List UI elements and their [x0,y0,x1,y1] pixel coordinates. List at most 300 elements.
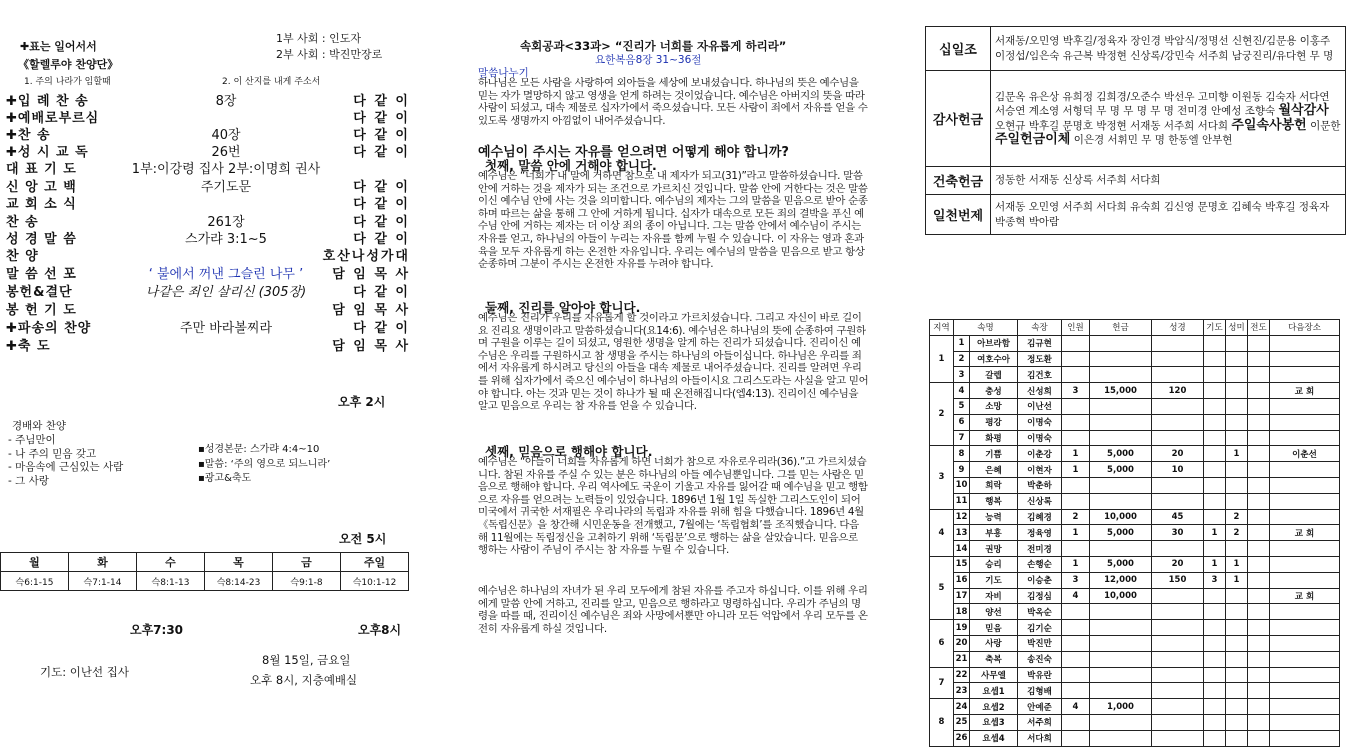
attendance-cell: 20 [954,635,970,651]
attendance-cell: 교 회 [1270,383,1340,399]
attendance-cell: 김기순 [1018,620,1062,636]
attendance-cell [1270,541,1340,557]
attendance-cell [1062,477,1090,493]
attendance-row [930,398,1340,414]
order-item-name: 찬 송 [6,215,39,230]
order-item-leader: 다 같 이 [353,145,410,160]
attendance-cell [1152,351,1204,367]
attendance-header-cell: 전도 [1248,320,1270,336]
attendance-cell [1248,509,1270,525]
attendance-cell: 150 [1152,572,1204,588]
attendance-cell: 15 [954,556,970,572]
sunday-transfer-names: 이은경 서휘민 무 명 한동엘 안부현 [1073,134,1233,146]
offering-row [926,71,1346,167]
order-item-name: 대 표 기 도 [6,162,77,177]
order-item-name: ✚축 도 [6,339,51,354]
attendance-cell [1226,383,1248,399]
attendance-cell [1248,667,1270,683]
order-item [6,141,410,158]
attendance-cell [1062,398,1090,414]
order-item-name: 봉 헌 기 도 [6,303,77,318]
attendance-cell [1226,367,1248,383]
attendance-cell [1226,667,1248,683]
attendance-cell [1204,588,1226,604]
attendance-cell: 김규현 [1018,335,1062,351]
attendance-row [930,541,1340,557]
order-item [6,263,410,280]
order-item-leader: 호산나성가대 [322,249,410,264]
monthly-thanks-names: 오현규 박후길 문명호 박정현 서재동 서주희 서다희 [995,119,1229,132]
attendance-cell [1270,667,1340,683]
point-2-heading: 둘째, 진리를 알아야 합니다. [485,300,641,315]
attendance-cell [1248,620,1270,636]
attendance-cell: 소망 [970,398,1018,414]
attendance-cell: 30 [1152,525,1204,541]
order-item-name: ✚찬 송 [6,128,51,143]
order-item-name: ✚파송의 찬양 [6,321,92,336]
friday-place: 오후 8시, 지층예배실 [250,673,358,687]
attendance-cell: 부흥 [970,525,1018,541]
attendance-cell [1226,588,1248,604]
song-item: - 나 주의 믿음 갖고 [8,447,97,460]
attendance-cell: 5,000 [1090,525,1152,541]
attendance-cell [1062,730,1090,746]
order-item-leader: 다 같 이 [353,197,410,212]
attendance-cell [1270,604,1340,620]
attendance-row [930,620,1340,636]
attendance-row [930,446,1340,462]
attendance-cell: 사무엘 [970,667,1018,683]
attendance-cell: 김혜경 [1018,509,1062,525]
praise-song-1: 1. 주의 나라가 임할때 [24,77,111,87]
region-cell: 8 [930,699,954,746]
attendance-cell [1270,699,1340,715]
attendance-cell [1152,477,1204,493]
order-item-leader: 담 임 목 사 [332,303,410,318]
attendance-cell [1204,541,1226,557]
attendance-cell: 아브라함 [970,335,1018,351]
attendance-cell: 김형배 [1018,683,1062,699]
attendance-cell: 행복 [970,493,1018,509]
am5-time: 오전 5시 [339,532,387,546]
attendance-cell: 18 [954,604,970,620]
attendance-cell [1270,477,1340,493]
attendance-cell [1248,683,1270,699]
attendance-cell [1152,493,1204,509]
attendance-cell: 이춘선 [1270,446,1340,462]
attendance-row [930,351,1340,367]
attendance-cell [1226,651,1248,667]
attendance-cell [1248,572,1270,588]
order-item [6,124,410,141]
attendance-cell [1152,714,1204,730]
attendance-cell: 22 [954,667,970,683]
lesson-reference: 요한복음8장 31~36절 [595,54,702,66]
offering-table [925,26,1346,235]
attendance-row [930,572,1340,588]
order-item-detail: 주만 바라볼찌라 [179,321,273,336]
reading-cell: 슥8:14-23 [205,572,273,591]
attendance-cell: 16 [954,572,970,588]
attendance-cell [1248,699,1270,715]
attendance-cell [1090,541,1152,557]
attendance-cell [1248,367,1270,383]
order-item-name: 봉헌&결단 [6,285,73,300]
attendance-cell [1204,493,1226,509]
attendance-cell: 1 [1226,556,1248,572]
attendance-row [930,509,1340,525]
day-cell: 목 [205,553,273,572]
attendance-cell: 3 [1204,572,1226,588]
attendance-cell [1270,493,1340,509]
order-item-detail: ‘ 불에서 꺼낸 그슬린 나무 ’ [148,267,304,282]
sunday-dedication-label: 주일속사봉헌 [1231,117,1307,133]
praise-song-2: 2. 이 산지를 내게 주소서 [222,77,321,87]
attendance-cell [1248,714,1270,730]
attendance-cell [1270,635,1340,651]
order-item-leader: 다 같 이 [353,215,410,230]
pm2-title: 경배와 찬양 [12,420,67,432]
thanks-names: 김문옥 유은상 유희정 김희경/오준수 박선우 고미향 이원동 김숙자 서다연 서승연 계소영 서형덕 무 명 무 명 무 명 전미경 안예성 조향숙 [995,90,1330,117]
attendance-cell [1090,683,1152,699]
order-item-detail: 8장 [215,94,237,109]
order-item [6,228,410,245]
attendance-cell: 서다희 [1018,730,1062,746]
attendance-cell [1152,588,1204,604]
attendance-cell: 13 [954,525,970,541]
attendance-cell: 양선 [970,604,1018,620]
pm2-songs [8,434,123,488]
attendance-cell [1204,383,1226,399]
order-item-name: ✚입 례 찬 송 [6,94,89,109]
attendance-cell: 자비 [970,588,1018,604]
attendance-cell [1204,477,1226,493]
song-item: - 마음속에 근심있는 사람 [8,461,124,473]
attendance-cell: 손행순 [1018,556,1062,572]
attendance-cell [1270,430,1340,446]
attendance-cell: 이명숙 [1018,430,1062,446]
attendance-header-cell: 성미 [1226,320,1248,336]
attendance-cell [1152,667,1204,683]
attendance-header-cell: 성경 [1152,320,1204,336]
attendance-cell [1226,635,1248,651]
attendance-cell: 요셉4 [970,730,1018,746]
attendance-cell [1226,541,1248,557]
reading-cell: 슥9:1-8 [273,572,341,591]
attendance-cell: 1 [1226,446,1248,462]
attendance-cell: 4 [1062,699,1090,715]
attendance-cell: 1 [1226,572,1248,588]
attendance-cell: 6 [954,414,970,430]
offering-type: 건축헌금 [926,167,991,195]
attendance-cell [1248,556,1270,572]
attendance-cell: 1 [1204,556,1226,572]
attendance-cell [1152,335,1204,351]
attendance-cell [1204,430,1226,446]
order-item-leader: 다 같 이 [353,285,410,300]
attendance-row [930,493,1340,509]
attendance-cell [1270,651,1340,667]
attendance-cell [1152,430,1204,446]
attendance-cell [1062,620,1090,636]
attendance-cell: 능력 [970,509,1018,525]
attendance-row [930,667,1340,683]
attendance-cell [1248,541,1270,557]
attendance-cell [1226,335,1248,351]
attendance-cell [1090,667,1152,683]
attendance-header-cell: 속명 [954,320,1018,336]
attendance-cell [1248,588,1270,604]
reading-cell: 슥8:1-13 [137,572,205,591]
order-item-leader: 다 같 이 [353,94,410,109]
attendance-cell [1204,414,1226,430]
attendance-header-cell: 헌금 [1090,320,1152,336]
attendance-cell: 신성희 [1018,383,1062,399]
attendance-cell: 이명숙 [1018,414,1062,430]
attendance-cell: 요셉3 [970,714,1018,730]
offering-row [926,27,1346,71]
reading-cell: 슥6:1-15 [1,572,69,591]
order-item-detail: 261장 [207,215,245,230]
attendance-cell: 9 [954,462,970,478]
attendance-cell: 4 [1062,588,1090,604]
attendance-row [930,683,1340,699]
attendance-cell: 12,000 [1090,572,1152,588]
day-cell: 월 [1,553,69,572]
attendance-cell [1270,351,1340,367]
attendance-cell: 평강 [970,414,1018,430]
attendance-cell [1248,430,1270,446]
attendance-cell: 10 [1152,462,1204,478]
order-item-detail: 나같은 죄인 살리신 (305장) [145,285,307,300]
attendance-cell [1090,651,1152,667]
attendance-row [930,477,1340,493]
attendance-cell [1090,730,1152,746]
attendance-cell [1090,493,1152,509]
attendance-cell [1248,651,1270,667]
order-item [6,176,410,193]
pm730-time: 오후7:30 [130,623,184,637]
attendance-cell [1226,683,1248,699]
order-item-detail: 40장 [211,128,241,143]
attendance-cell [1062,541,1090,557]
order-item-name: 찬 양 [6,249,39,264]
attendance-cell [1248,446,1270,462]
attendance-cell: 5 [954,398,970,414]
attendance-row [930,462,1340,478]
attendance-cell: 20 [1152,446,1204,462]
attendance-cell [1270,556,1340,572]
attendance-cell [1248,604,1270,620]
attendance-cell [1226,351,1248,367]
attendance-cell [1090,335,1152,351]
attendance-cell [1090,620,1152,636]
attendance-cell: 12 [954,509,970,525]
pm2-item: ▪광고&축도 [198,473,252,484]
pm2-items [198,443,330,487]
attendance-cell: 사랑 [970,635,1018,651]
attendance-cell: 25 [954,714,970,730]
attendance-header-row [930,320,1340,336]
day-cell: 주일 [341,553,409,572]
order-item [6,299,410,316]
attendance-row [930,414,1340,430]
attendance-cell: 이현자 [1018,462,1062,478]
pm8-time: 오후8시 [358,623,402,637]
attendance-cell [1270,462,1340,478]
order-item [6,193,410,210]
attendance-cell [1226,398,1248,414]
order-item-name: 말 씀 선 포 [6,267,77,282]
attendance-cell: 10 [954,477,970,493]
attendance-cell [1090,351,1152,367]
attendance-row [930,383,1340,399]
point-1-paragraph: 예수님은 “너희가 내 말에 거하면 참으로 내 제자가 되고(31)”라고 말씀하셨습니다. 말씀 안에 거하는 것을 제자가 되는 조건으로 가르치신 것입니다. 말씀 안에 거한다는 것은 말씀이신 예수님 안에 사는 것을 의미합니다. 예수님의 제자는 그의 말씀을 믿음으로 받아 순종하며 따르는 삶을 통해 그 안에 거하게 됩니다. 십자가 대속으로 모든 죄의 결박을 푸신 예수님 안에 거하는 제자는 더 이상 죄의 종이 아닙니다. 그는 말씀 안에서 예수님이 주시는 자유를 얻고, 하나님의 아들이 누리는 자유를 함께 누릴 수 있습니다. 이 자유는 영과 혼과 육을 모두 자유롭게 하는 온전한 자유입니다. 우리는 예수님의 말씀을 믿음으로 받고 항상 순종하며 그분이 주시는 온전한 자유를 누려야 합니다. [478,170,868,271]
order-item-name: ✚성 시 교 독 [6,145,89,160]
attendance-cell [1152,699,1204,715]
region-cell: 5 [930,556,954,619]
order-item-detail: 1부:이강령 집사 2부:이명희 권사 [131,162,321,177]
attendance-cell: 11 [954,493,970,509]
attendance-cell [1204,651,1226,667]
attendance-cell [1204,462,1226,478]
attendance-cell: 26 [954,730,970,746]
attendance-cell [1248,414,1270,430]
region-cell: 2 [930,383,954,446]
attendance-cell [1204,635,1226,651]
attendance-row [930,525,1340,541]
attendance-header-cell: 지역 [930,320,954,336]
attendance-cell [1226,493,1248,509]
day-cell: 수 [137,553,205,572]
attendance-cell: 4 [954,383,970,399]
order-item [6,211,410,228]
offering-names [991,71,1346,167]
attendance-cell [1270,367,1340,383]
attendance-cell [1062,430,1090,446]
attendance-cell [1204,683,1226,699]
attendance-cell [1226,414,1248,430]
attendance-cell: 정육영 [1018,525,1062,541]
point-1-heading: 첫째, 말씀 안에 거해야 합니다. [485,158,657,173]
attendance-cell: 15,000 [1090,383,1152,399]
attendance-cell: 7 [954,430,970,446]
attendance-cell [1062,604,1090,620]
attendance-cell: 교 회 [1270,588,1340,604]
attendance-cell [1270,730,1340,746]
pm2-item: ▪말씀: ‘주의 영으로 되느니라’ [198,458,331,470]
attendance-row [930,430,1340,446]
attendance-cell: 박진만 [1018,635,1062,651]
attendance-cell [1270,683,1340,699]
attendance-cell [1248,730,1270,746]
attendance-cell [1152,604,1204,620]
order-item-leader: 다 같 이 [353,180,410,195]
attendance-cell [1270,398,1340,414]
order-item-leader: 다 같 이 [353,321,410,336]
attendance-row [930,556,1340,572]
attendance-cell: 120 [1152,383,1204,399]
offering-names: 정동한 서재동 신상록 서주희 서다희 [991,167,1346,195]
attendance-cell: 1 [1062,556,1090,572]
region-cell: 1 [930,335,954,382]
attendance-cell: 전미경 [1018,541,1062,557]
attendance-cell: 김정심 [1018,588,1062,604]
friday-date: 8월 15일, 금요일 [262,653,351,667]
attendance-cell: 충성 [970,383,1018,399]
attendance-cell [1090,398,1152,414]
order-item-leader: 다 같 이 [353,111,410,126]
day-cell: 화 [69,553,137,572]
attendance-cell [1204,509,1226,525]
attendance-cell: 1 [1062,446,1090,462]
host-2: 2부 사회 : 박진만장로 [276,48,383,61]
attendance-cell: 17 [954,588,970,604]
attendance-cell: 이춘강 [1018,446,1062,462]
attendance-cell: 1 [954,335,970,351]
attendance-cell [1062,414,1090,430]
attendance-header-cell: 인원 [1062,320,1090,336]
main-question: 예수님이 주시는 자유를 얻으려면 어떻게 해야 합니까? [478,145,789,160]
attendance-row [930,335,1340,351]
attendance-cell [1062,714,1090,730]
attendance-cell: 21 [954,651,970,667]
attendance-cell: 서주희 [1018,714,1062,730]
attendance-cell [1270,714,1340,730]
attendance-cell: 교 회 [1270,525,1340,541]
attendance-row [930,651,1340,667]
attendance-cell: 은혜 [970,462,1018,478]
attendance-cell: 1 [1062,462,1090,478]
offering-row [926,195,1346,235]
attendance-cell [1270,509,1340,525]
attendance-cell [1204,398,1226,414]
offering-names: 서재동 오민영 서주희 서다희 유숙희 김신영 문명호 김혜숙 박후길 정육자 박종혁 박아람 [991,195,1346,235]
attendance-cell [1248,383,1270,399]
attendance-cell: 1,000 [1090,699,1152,715]
attendance-cell [1152,414,1204,430]
attendance-row [930,714,1340,730]
attendance-cell: 2 [1062,509,1090,525]
offering-type: 십일조 [926,27,991,71]
attendance-cell [1248,493,1270,509]
attendance-cell [1226,462,1248,478]
attendance-cell [1204,604,1226,620]
attendance-cell: 5,000 [1090,556,1152,572]
attendance-cell: 23 [954,683,970,699]
order-item-leader: 담 임 목 사 [332,267,410,282]
attendance-cell [1062,367,1090,383]
order-item [6,245,410,262]
attendance-cell: 20 [1152,556,1204,572]
attendance-cell [1152,367,1204,383]
attendance-cell: 3 [1062,383,1090,399]
attendance-cell: 박유란 [1018,667,1062,683]
attendance-cell: 45 [1152,509,1204,525]
attendance-cell [1270,335,1340,351]
attendance-cell: 정도환 [1018,351,1062,367]
attendance-cell [1204,446,1226,462]
offering-column [925,0,1351,745]
attendance-cell: 안예준 [1018,699,1062,715]
attendance-cell [1204,699,1226,715]
attendance-cell: 3 [1062,572,1090,588]
choir-name: 《할렐루야 찬양단》 [18,58,119,71]
sunday-transfer-label: 주일헌금이체 [995,132,1071,147]
attendance-cell: 14 [954,541,970,557]
offering-type: 일천번제 [926,195,991,235]
attendance-cell [1062,683,1090,699]
